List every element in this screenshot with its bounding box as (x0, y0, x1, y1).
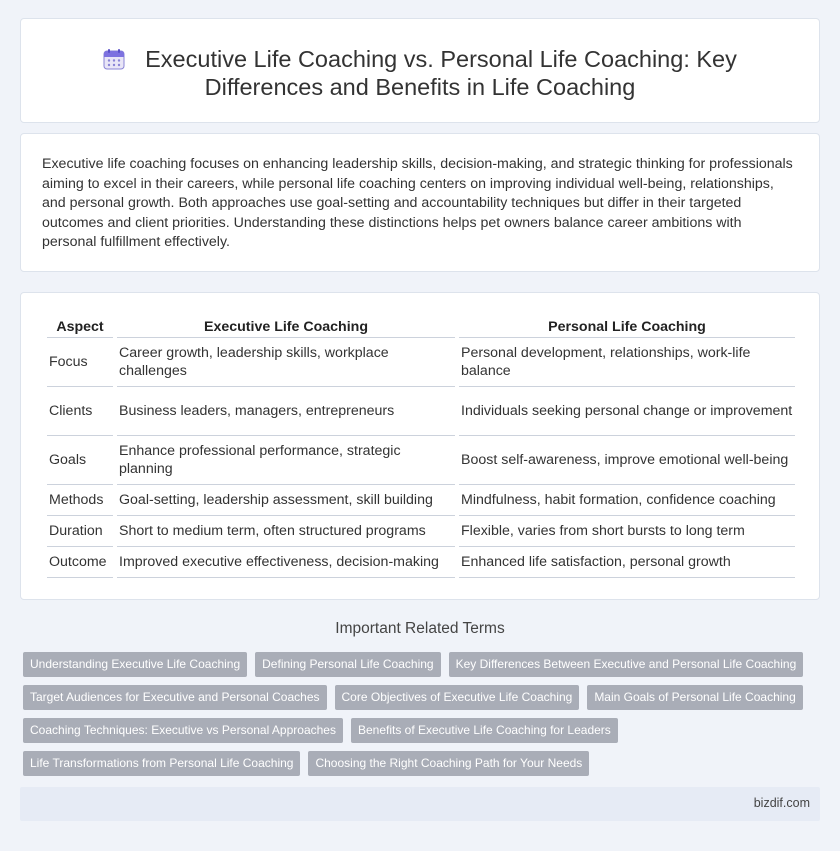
table-row (47, 547, 795, 578)
cell-aspect: Methods (47, 485, 113, 516)
tag-row (23, 751, 823, 776)
related-term-tag[interactable]: Key Differences Between Executive and Personal Life Coaching (449, 652, 804, 677)
cell-personal: Mindfulness, habit formation, confidence coaching (459, 485, 795, 516)
related-term-tag[interactable]: Choosing the Right Coaching Path for Your Needs (308, 751, 589, 776)
page-title (61, 45, 779, 101)
footer (20, 787, 820, 821)
related-term-tag[interactable]: Benefits of Executive Life Coaching for Leaders (351, 718, 618, 743)
cell-executive: Enhance professional performance, strategic planning (117, 436, 455, 485)
cell-aspect: Clients (47, 387, 113, 436)
intro-paragraph: Executive life coaching focuses on enhancing leadership skills, decision-making, and strategic thinking for professionals aiming to excel in their careers, while personal life coaching centers on improving individual well-being, relationships, and personal growth. Both approaches use goal-setting and accountability techniques but differ in their targeted outcomes and client priorities. Understanding these distinctions helps pet owners balance career ambitions with personal fulfillment effectively. (42, 156, 793, 251)
table-header-row (47, 315, 795, 338)
related-term-tag[interactable]: Main Goals of Personal Life Coaching (587, 685, 802, 710)
table-row (47, 387, 795, 436)
related-term-tag[interactable]: Defining Personal Life Coaching (255, 652, 440, 677)
cell-executive: Goal-setting, leadership assessment, skill building (117, 485, 455, 516)
calendar-icon (103, 48, 125, 70)
table-row (47, 436, 795, 485)
intro-card (20, 133, 820, 272)
comparison-card (20, 292, 820, 600)
table-row (47, 338, 795, 387)
related-term-tag[interactable]: Core Objectives of Executive Life Coaching (335, 685, 580, 710)
cell-aspect: Outcome (47, 547, 113, 578)
tag-row (23, 685, 823, 710)
title-wrap (61, 45, 779, 101)
cell-aspect: Goals (47, 436, 113, 485)
header-aspect: Aspect (47, 315, 113, 338)
cell-aspect: Duration (47, 516, 113, 547)
cell-personal: Individuals seeking personal change or improvement (459, 387, 795, 436)
cell-executive: Business leaders, managers, entrepreneurs (117, 387, 455, 436)
header-executive: Executive Life Coaching (117, 315, 455, 338)
header-personal: Personal Life Coaching (459, 315, 795, 338)
cell-executive: Career growth, leadership skills, workplace challenges (117, 338, 455, 387)
related-term-tag[interactable]: Understanding Executive Life Coaching (23, 652, 247, 677)
table-row (47, 516, 795, 547)
related-terms-title: Important Related Terms (335, 620, 505, 637)
related-term-tag[interactable]: Life Transformations from Personal Life Coaching (23, 751, 300, 776)
tag-row (23, 652, 823, 677)
tag-row (23, 718, 823, 743)
title-card (20, 18, 820, 123)
related-terms-tags (23, 652, 823, 784)
cell-personal: Boost self-awareness, improve emotional well-being (459, 436, 795, 485)
cell-aspect: Focus (47, 338, 113, 387)
cell-personal: Flexible, varies from short bursts to long term (459, 516, 795, 547)
cell-personal: Personal development, relationships, work-life balance (459, 338, 795, 387)
comparison-table (43, 315, 799, 578)
footer-site-link[interactable]: bizdif.com (753, 796, 810, 810)
related-term-tag[interactable]: Coaching Techniques: Executive vs Personal Approaches (23, 718, 343, 743)
page-title-text: Executive Life Coaching vs. Personal Life Coaching: Key Differences and Benefits in Life Coaching (145, 46, 737, 100)
cell-executive: Short to medium term, often structured programs (117, 516, 455, 547)
cell-executive: Improved executive effectiveness, decision-making (117, 547, 455, 578)
related-term-tag[interactable]: Target Audiences for Executive and Personal Coaches (23, 685, 327, 710)
cell-personal: Enhanced life satisfaction, personal growth (459, 547, 795, 578)
table-row (47, 485, 795, 516)
